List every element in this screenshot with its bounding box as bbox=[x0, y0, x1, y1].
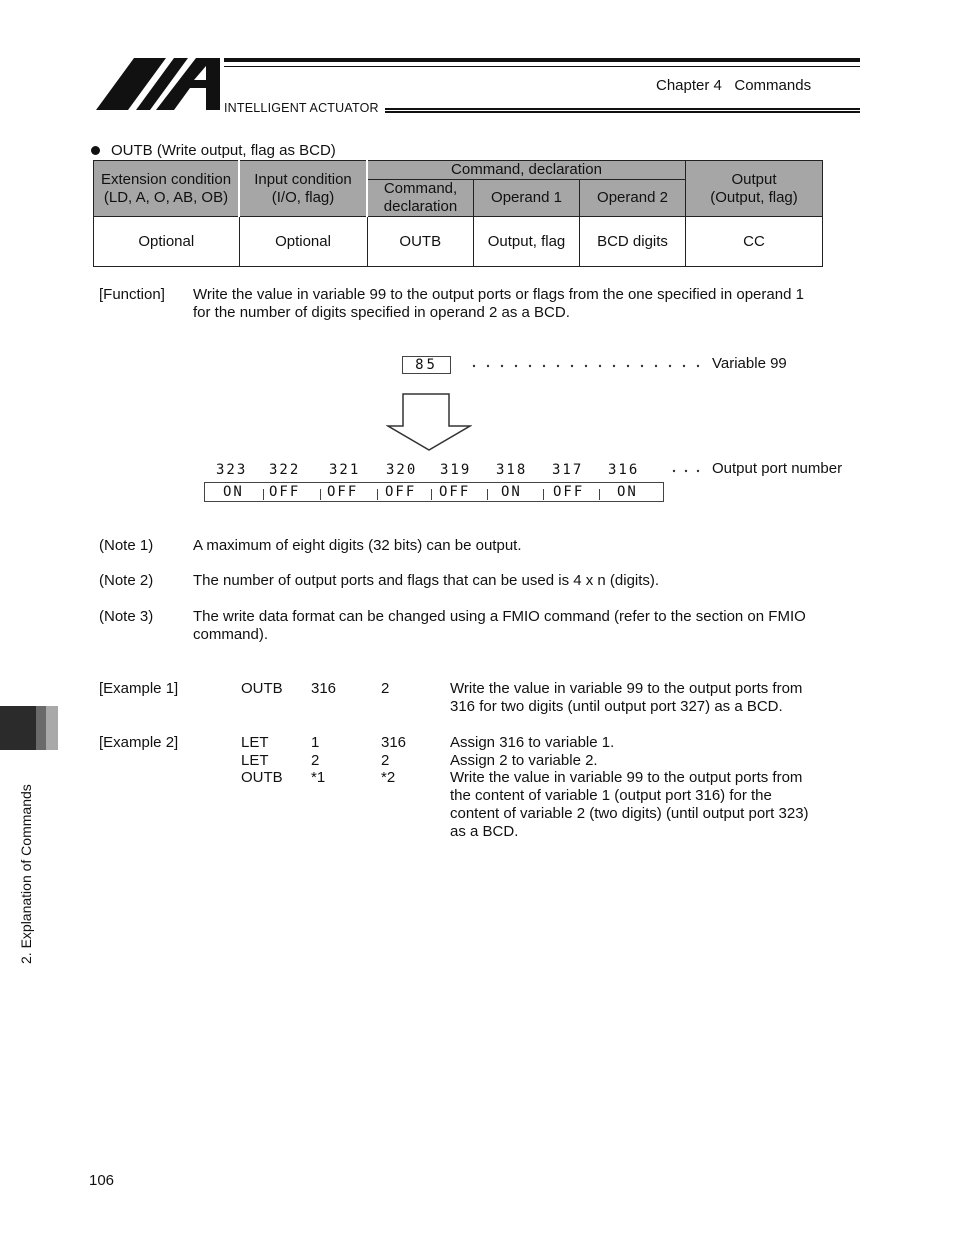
example-label: [Example 2] bbox=[99, 734, 179, 751]
port-state: OFF bbox=[327, 484, 359, 500]
example-operand2: 316 bbox=[381, 734, 407, 751]
example-description: Assign 2 to variable 2. bbox=[450, 752, 598, 769]
note-text: The write data format can be changed using a FMIO command (refer to the section on FMIO bbox=[193, 608, 806, 625]
section-tab-mid bbox=[36, 706, 46, 750]
state-divider bbox=[263, 489, 264, 500]
function-label: [Function] bbox=[99, 286, 165, 303]
header-command: Command, declaration bbox=[367, 180, 474, 217]
header-command-group: Command, declaration bbox=[367, 161, 686, 180]
example-operand2: 2 bbox=[381, 752, 390, 769]
example-description-cont: the content of variable 1 (output port 316) for the bbox=[450, 787, 772, 804]
function-text-line2: for the number of digits specified in operand 2 as a BCD. bbox=[193, 304, 570, 321]
example-operand1: 1 bbox=[311, 734, 320, 751]
function-text-line1: Write the value in variable 99 to the output ports or flags from the one specified in operand 1 bbox=[193, 286, 804, 303]
example-operand1: *1 bbox=[311, 769, 326, 786]
section-side-label: 2. Explanation of Commands bbox=[18, 784, 34, 964]
port-number: 320 bbox=[386, 462, 418, 478]
example-command: LET bbox=[241, 734, 269, 751]
port-state: ON bbox=[617, 484, 638, 500]
example-operand1: 316 bbox=[311, 680, 337, 697]
port-number: 318 bbox=[496, 462, 528, 478]
cell-output: CC bbox=[686, 217, 823, 267]
example-description-cont: content of variable 2 (two digits) (until output port 323) bbox=[450, 805, 809, 822]
header-rule-bottom bbox=[385, 108, 860, 113]
state-divider bbox=[487, 489, 488, 500]
example-description: Write the value in variable 99 to the output ports from bbox=[450, 680, 803, 697]
state-divider bbox=[377, 489, 378, 500]
cell-input: Optional bbox=[239, 217, 367, 267]
iai-logo bbox=[96, 58, 220, 110]
leader-dots-port bbox=[670, 468, 706, 474]
example-description-cont: as a BCD. bbox=[450, 823, 519, 840]
variable-value-box: 85 bbox=[402, 356, 451, 374]
port-state: ON bbox=[223, 484, 244, 500]
cell-operand1: Output, flag bbox=[474, 217, 580, 267]
state-divider bbox=[599, 489, 600, 500]
example-description: Assign 316 to variable 1. bbox=[450, 734, 615, 751]
note-label: (Note 3) bbox=[99, 608, 154, 625]
header-output: Output (Output, flag) bbox=[686, 161, 823, 217]
example-operand2: 2 bbox=[381, 680, 390, 697]
command-table bbox=[93, 160, 823, 267]
port-state: ON bbox=[501, 484, 522, 500]
table-row bbox=[94, 217, 823, 267]
header-extension-condition: Extension condition (LD, A, O, AB, OB) bbox=[94, 161, 240, 217]
header-rule-top bbox=[224, 58, 860, 62]
note-label: (Note 2) bbox=[99, 572, 154, 589]
state-divider bbox=[320, 489, 321, 500]
state-divider bbox=[431, 489, 432, 500]
port-state: OFF bbox=[439, 484, 471, 500]
page-number: 106 bbox=[89, 1172, 115, 1189]
section-tab-light bbox=[46, 706, 58, 750]
port-number: 321 bbox=[329, 462, 361, 478]
section-tab bbox=[0, 706, 36, 750]
chapter-title: Chapter 4 Commands bbox=[656, 77, 812, 94]
leader-dots-variable bbox=[470, 362, 706, 370]
header-rule-top-thin bbox=[224, 66, 860, 67]
example-command: OUTB bbox=[241, 769, 283, 786]
port-number: 322 bbox=[269, 462, 301, 478]
port-state: OFF bbox=[269, 484, 301, 500]
example-command: LET bbox=[241, 752, 269, 769]
cell-operand2: BCD digits bbox=[580, 217, 686, 267]
note-text: The number of output ports and flags that can be used is 4 x n (digits). bbox=[193, 572, 660, 589]
section-title: OUTB (Write output, flag as BCD) bbox=[111, 142, 336, 159]
down-arrow-icon bbox=[386, 393, 472, 451]
example-command: OUTB bbox=[241, 680, 283, 697]
note-label: (Note 1) bbox=[99, 537, 154, 554]
variable-label: Variable 99 bbox=[712, 355, 787, 372]
port-number: 316 bbox=[608, 462, 640, 478]
port-label: Output port number bbox=[712, 460, 843, 477]
cell-extension: Optional bbox=[94, 217, 240, 267]
example-description: Write the value in variable 99 to the output ports from bbox=[450, 769, 803, 786]
port-number: 323 bbox=[216, 462, 248, 478]
cell-command: OUTB bbox=[367, 217, 474, 267]
port-state: OFF bbox=[553, 484, 585, 500]
port-number: 319 bbox=[440, 462, 472, 478]
example-label: [Example 1] bbox=[99, 680, 179, 697]
header-operand1: Operand 1 bbox=[474, 180, 580, 217]
example-operand1: 2 bbox=[311, 752, 320, 769]
note-text: A maximum of eight digits (32 bits) can be output. bbox=[193, 537, 522, 554]
header-operand2: Operand 2 bbox=[580, 180, 686, 217]
example-operand2: *2 bbox=[381, 769, 396, 786]
example-description-cont: 316 for two digits (until output port 327) as a BCD. bbox=[450, 698, 783, 715]
note-text-cont: command). bbox=[193, 626, 269, 643]
bullet-dot bbox=[91, 146, 100, 155]
header-input-condition: Input condition (I/O, flag) bbox=[239, 161, 367, 217]
state-divider bbox=[543, 489, 544, 500]
brand-text: INTELLIGENT ACTUATOR bbox=[224, 101, 379, 115]
port-number: 317 bbox=[552, 462, 584, 478]
port-state: OFF bbox=[385, 484, 417, 500]
port-states-box bbox=[204, 482, 664, 502]
